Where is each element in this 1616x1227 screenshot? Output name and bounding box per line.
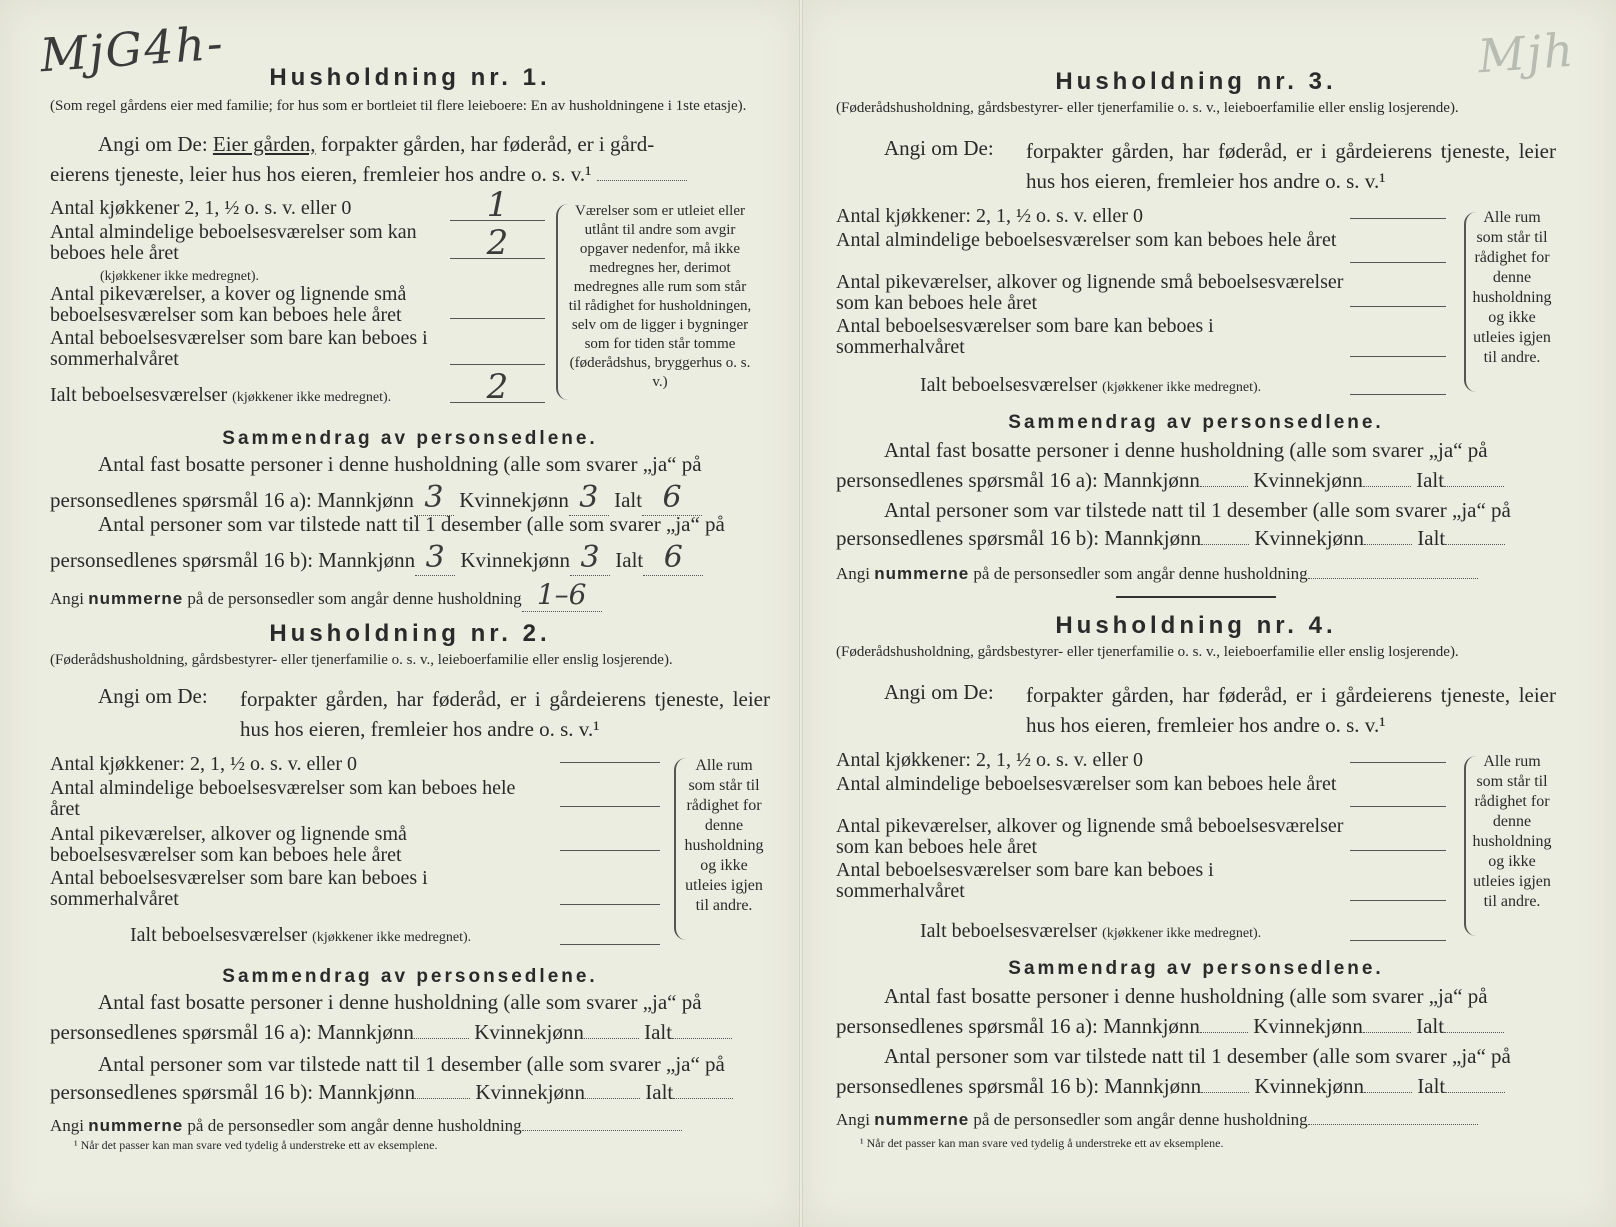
- household-3-numbers-line: [836, 562, 1478, 584]
- s16b-female-label: Kvinnekjønn: [1254, 1074, 1365, 1098]
- household-4-numbers-line: [836, 1108, 1478, 1130]
- s16a-total-answer[interactable]: [1444, 1016, 1504, 1033]
- angi-bold: nummerne: [874, 564, 970, 583]
- s16a-male-answer[interactable]: [1200, 1016, 1248, 1033]
- rooms-year-answer[interactable]: [1350, 786, 1446, 807]
- footnote: ¹ Når det passer kan man svare ved tydelig å understreke ett av eksemplene.: [74, 1138, 438, 1152]
- status-options-cont: eierens tjeneste, leier hus hos eieren, fremleier hos andre o. s. v.¹: [50, 162, 592, 186]
- kitchens-label: Antal kjøkkener: 2, 1, ½ o. s. v. eller 0: [836, 205, 1143, 227]
- angi-prefix: Angi: [50, 1116, 84, 1135]
- s16b-line: [836, 1074, 1505, 1099]
- rooms-year-label: Antal almindelige beboelsesværelser som kan beboes hele året: [50, 777, 516, 820]
- s16a-male-label: personsedlenes spørsmål 16 a): Mannkjønn: [50, 488, 414, 512]
- household-3-side-note: Alle rum som står til rådighet for denne husholdning og ikke utleies igjen til andre.: [1472, 209, 1552, 366]
- summer-rooms-label: Antal beboelsesværelser som bare kan beboes i sommerhalvåret: [50, 867, 428, 910]
- s16a-total-label: Ialt: [614, 488, 643, 512]
- summer-rooms-label: Antal beboelsesværelser som bare kan beboes i sommerhalvåret: [836, 315, 1214, 358]
- summer-rooms-label: Antal beboelsesværelser som bare kan beboes i sommerhalvåret: [836, 859, 1214, 902]
- s16b-male-answer[interactable]: [1201, 528, 1249, 545]
- household-3-title: Husholdning nr. 3.: [1055, 68, 1337, 95]
- household-1-side-note: Værelser som er utleiet eller utlånt til andre som avgir opgaver nedenfor, må ikke medregnes her, derimot medregnes alle rum som står til rådighet for husholdningen, selv om de ligger i bygninger som for tiden står tomme (føderådshus, bryggerhus o. s. v.): [568, 203, 752, 390]
- angi-suffix: på de personsedler som angår denne husholdning: [973, 564, 1308, 583]
- maid-rooms-answer[interactable]: [1350, 286, 1446, 307]
- s16b-male-label: personsedlenes spørsmål 16 b): Mannkjønn: [50, 1080, 416, 1104]
- maid-rooms-label: Antal pikeværelser, alkover og lignende små beboelsesværelser som kan beboes hele året: [836, 815, 1344, 858]
- s16b-line: [50, 1080, 733, 1105]
- kitchens-label: Antal kjøkkener: 2, 1, ½ o. s. v. eller 0: [836, 749, 1143, 771]
- household-2-status-options: forpakter gården, har føderåd, er i gårdeierens tjeneste, leier hus hos eieren, fremleier hos andre o. s. v.¹: [240, 687, 770, 741]
- household-3-status-options: forpakter gården, har føderåd, er i gårdeierens tjeneste, leier hus hos eieren, fremleier hos andre o. s. v.¹: [1026, 139, 1556, 193]
- s16a-male-answer[interactable]: [414, 1022, 469, 1039]
- s16a-intro: Antal fast bosatte personer i denne husholdning (alle som svarer „ja“ på: [884, 984, 1488, 1008]
- s16a-line: [50, 1020, 732, 1045]
- s16b-male-answer[interactable]: [415, 1082, 470, 1099]
- kitchens-answer[interactable]: [560, 742, 660, 763]
- household-2-status-line: [98, 684, 208, 709]
- household-4-description: (Føderådshusholdning, gårdsbestyrer- eller tjenerfamilie o. s. v., leieboerfamilie eller enslig losjerende).: [836, 644, 1459, 660]
- household-2-numbers-line: [50, 1114, 682, 1136]
- s16a-female-label: Kvinnekjønn: [459, 488, 569, 512]
- s16a-male-answer[interactable]: [1200, 470, 1248, 487]
- angi-prefix: Angi: [836, 564, 870, 583]
- s16a-intro: Antal fast bosatte personer i denne husholdning (alle som svarer „ja“ på: [98, 452, 702, 476]
- household-2-summary-title: Sammendrag av personsedlene.: [222, 966, 598, 987]
- s16b-female-answer[interactable]: [1364, 528, 1412, 545]
- s16a-female-answer[interactable]: [1363, 1016, 1411, 1033]
- s16a-intro: Antal fast bosatte personer i denne husholdning (alle som svarer „ja“ på: [884, 438, 1488, 462]
- page-fold: [799, 0, 803, 1227]
- s16a-female-answer[interactable]: 3: [569, 480, 609, 516]
- s16b-line: [836, 526, 1505, 551]
- total-rooms-answer[interactable]: [560, 924, 660, 945]
- household-4-side-note: Alle rum som står til rådighet for denne husholdning og ikke utleies igjen til andre.: [1472, 753, 1552, 910]
- kitchens-answer[interactable]: 1: [450, 190, 545, 221]
- numbers-answer[interactable]: [522, 1114, 682, 1131]
- s16b-male-label: personsedlenes spørsmål 16 b): Mannkjønn: [50, 548, 416, 572]
- angi-om-label: Angi om De:: [884, 136, 994, 160]
- s16a-total-label: Ialt: [1416, 468, 1445, 492]
- s16b-intro: Antal personer som var tilstede natt til 1 desember (alle som svarer „ja“ på: [98, 1052, 725, 1076]
- summer-rooms-answer[interactable]: [560, 884, 660, 905]
- s16a-total-label: Ialt: [1416, 1014, 1445, 1038]
- total-rooms-label: Ialt beboelsesværelser: [920, 374, 1098, 396]
- household-4-status-line: [884, 680, 994, 705]
- maid-rooms-label: Antal pikeværelser, alkover og lignende små beboelsesværelser som kan beboes hele året: [836, 271, 1344, 314]
- s16a-female-answer[interactable]: [1363, 470, 1411, 487]
- total-rooms-answer[interactable]: 2: [450, 372, 545, 403]
- s16a-male-label: personsedlenes spørsmål 16 a): Mannkjønn: [836, 1014, 1200, 1038]
- angi-suffix: på de personsedler som angår denne husholdning: [187, 589, 522, 608]
- handwritten-margin-note-right: Mjh: [1476, 22, 1577, 84]
- s16a-line: [836, 468, 1504, 493]
- s16a-intro: Antal fast bosatte personer i denne husholdning (alle som svarer „ja“ på: [98, 990, 702, 1014]
- total-rooms-line: [130, 924, 471, 947]
- household-3-description: (Føderådshusholdning, gårdsbestyrer- eller tjenerfamilie o. s. v., leieboerfamilie eller enslig losjerende).: [836, 100, 1459, 116]
- total-rooms-label: Ialt beboelsesværelser: [920, 920, 1098, 942]
- household-1-title: Husholdning nr. 1.: [269, 64, 551, 91]
- rooms-year-answer[interactable]: [560, 786, 660, 807]
- s16b-female-label: Kvinnekjønn: [1254, 526, 1365, 550]
- total-rooms-line: [920, 920, 1261, 943]
- maid-rooms-answer[interactable]: [1350, 830, 1446, 851]
- kitchens-label: Antal kjøkkener 2, 1, ½ o. s. v. eller 0: [50, 197, 352, 219]
- angi-om-label: Angi om De:: [884, 680, 994, 704]
- household-1-status-line-1: [98, 132, 654, 157]
- household-4-status-options: forpakter gården, har føderåd, er i gårdeierens tjeneste, leier hus hos eieren, fremleier hos andre o. s. v.¹: [1026, 683, 1556, 737]
- rooms-year-label: Antal almindelige beboelsesværelser som kan beboes hele året: [50, 221, 417, 264]
- total-rooms-note: (kjøkkener ikke medregnet).: [1102, 926, 1262, 941]
- household-2-side-note: Alle rum som står til rådighet for denne husholdning og ikke utleies igjen til andre.: [684, 757, 764, 914]
- s16b-intro: Antal personer som var tilstede natt til 1 desember (alle som svarer „ja“ på: [884, 1044, 1511, 1068]
- kitchens-answer[interactable]: [1350, 742, 1446, 763]
- s16b-total-label: Ialt: [1417, 1074, 1446, 1098]
- s16b-male-label: personsedlenes spørsmål 16 b): Mannkjønn: [836, 1074, 1202, 1098]
- summer-rooms-answer[interactable]: [1350, 880, 1446, 901]
- angi-prefix: Angi: [50, 589, 84, 608]
- rooms-year-answer[interactable]: [1350, 242, 1446, 263]
- household-2-title: Husholdning nr. 2.: [269, 620, 551, 647]
- total-rooms-label: Ialt beboelsesværelser: [50, 384, 228, 406]
- total-rooms-note: (kjøkkener ikke medregnet).: [312, 930, 472, 945]
- total-rooms-note: (kjøkkener ikke medregnet).: [232, 390, 392, 405]
- household-2-description: (Føderådshusholdning, gårdsbestyrer- eller tjenerfamilie o. s. v., leieboerfamilie eller enslig losjerende).: [50, 652, 673, 668]
- s16b-line: [50, 540, 703, 576]
- total-rooms-note: (kjøkkener ikke medregnet).: [1102, 380, 1262, 395]
- s16b-total-answer[interactable]: [1445, 528, 1505, 545]
- rooms-year-label: Antal almindelige beboelsesværelser som kan beboes hele året: [836, 773, 1337, 795]
- kitchens-answer[interactable]: [1350, 198, 1446, 219]
- s16b-intro: Antal personer som var tilstede natt til 1 desember (alle som svarer „ja“ på: [884, 498, 1511, 522]
- s16b-total-label: Ialt: [645, 1080, 674, 1104]
- household-4-summary-title: Sammendrag av personsedlene.: [1008, 958, 1384, 979]
- s16b-total-label: Ialt: [615, 548, 644, 572]
- s16a-line: [50, 480, 702, 516]
- s16a-total-label: Ialt: [644, 1020, 673, 1044]
- s16a-female-label: Kvinnekjønn: [1253, 468, 1363, 492]
- angi-om-label: Angi om De:: [98, 684, 208, 708]
- angi-bold: nummerne: [874, 1110, 970, 1129]
- angi-suffix: på de personsedler som angår denne husholdning: [187, 1116, 522, 1135]
- maid-rooms-label: Antal pikeværelser, alkover og lignende små beboelsesværelser som kan beboes hele året: [50, 823, 407, 866]
- s16a-total-answer[interactable]: 6: [642, 480, 702, 516]
- s16b-total-answer[interactable]: [673, 1082, 733, 1099]
- s16b-total-answer[interactable]: [1445, 1076, 1505, 1093]
- angi-prefix: Angi: [836, 1110, 870, 1129]
- s16b-female-label: Kvinnekjønn: [460, 548, 571, 572]
- numbers-answer[interactable]: 1–6: [522, 578, 602, 612]
- s16a-line: [836, 1014, 1504, 1039]
- household-1-description: (Som regel gårdens eier med familie; for hus som er bortleiet til flere leieboere: En av husholdningene i 1ste etasje).: [50, 98, 747, 114]
- rooms-year-label: Antal almindelige beboelsesværelser som kan beboes hele året: [836, 229, 1337, 251]
- footnote: ¹ Når det passer kan man svare ved tydelig å understreke ett av eksemplene.: [860, 1136, 1224, 1150]
- handwritten-margin-note-left: MjG4h-: [38, 15, 227, 83]
- s16b-female-label: Kvinnekjønn: [475, 1080, 586, 1104]
- s16b-male-answer[interactable]: 3: [415, 540, 455, 576]
- household-3-summary-title: Sammendrag av personsedlene.: [1008, 412, 1384, 433]
- total-rooms-label: Ialt beboelsesværelser: [130, 924, 308, 946]
- s16a-male-label: personsedlenes spørsmål 16 a): Mannkjønn: [50, 1020, 414, 1044]
- household-1-numbers-line: [50, 578, 602, 612]
- status-options: forpakter gården, har føderåd, er i gård-: [320, 132, 655, 156]
- s16b-male-label: personsedlenes spørsmål 16 b): Mannkjønn: [836, 526, 1202, 550]
- summer-rooms-answer[interactable]: [450, 344, 545, 365]
- kitchen-excluded-note: (kjøkkener ikke medregnet).: [100, 269, 259, 284]
- s16a-female-label: Kvinnekjønn: [474, 1020, 584, 1044]
- maid-rooms-answer[interactable]: [450, 298, 545, 319]
- status-fill-field[interactable]: [597, 164, 687, 181]
- household-1-status-line-2: [50, 162, 687, 187]
- s16b-female-answer[interactable]: [585, 1082, 640, 1099]
- s16b-female-answer[interactable]: 3: [570, 540, 610, 576]
- s16a-female-answer[interactable]: [584, 1022, 639, 1039]
- angi-suffix: på de personsedler som angår denne husholdning: [973, 1110, 1308, 1129]
- total-rooms-answer[interactable]: [1350, 374, 1446, 395]
- angi-om-label: Angi om De:: [98, 132, 208, 156]
- summer-rooms-label: Antal beboelsesværelser som bare kan beboes i sommerhalvåret: [50, 327, 428, 370]
- numbers-answer[interactable]: [1308, 562, 1478, 579]
- s16a-female-label: Kvinnekjønn: [1253, 1014, 1363, 1038]
- total-rooms-line: [920, 374, 1261, 397]
- s16a-total-answer[interactable]: [1444, 470, 1504, 487]
- angi-bold: nummerne: [88, 589, 184, 608]
- summer-rooms-answer[interactable]: [1350, 336, 1446, 357]
- numbers-answer[interactable]: [1308, 1108, 1478, 1125]
- total-rooms-answer[interactable]: [1350, 920, 1446, 941]
- status-selected-owner[interactable]: Eier gården,: [212, 132, 316, 156]
- section-separator: [1116, 596, 1276, 598]
- s16b-male-answer[interactable]: [1201, 1076, 1249, 1093]
- maid-rooms-label: Antal pikeværelser, a kover og lignende små beboelsesværelser som kan beboes hele året: [50, 283, 407, 326]
- kitchens-label: Antal kjøkkener: 2, 1, ½ o. s. v. eller 0: [50, 753, 357, 775]
- household-3-status-line: [884, 136, 994, 161]
- household-1-summary-title: Sammendrag av personsedlene.: [222, 428, 598, 449]
- angi-bold: nummerne: [88, 1116, 184, 1135]
- rooms-year-answer[interactable]: 2: [450, 228, 545, 259]
- total-rooms-line: [50, 384, 391, 407]
- s16b-total-answer[interactable]: 6: [643, 540, 703, 576]
- household-4-title: Husholdning nr. 4.: [1055, 612, 1337, 639]
- s16a-male-label: personsedlenes spørsmål 16 a): Mannkjønn: [836, 468, 1200, 492]
- s16a-total-answer[interactable]: [672, 1022, 732, 1039]
- s16a-male-answer[interactable]: 3: [414, 480, 454, 516]
- maid-rooms-answer[interactable]: [560, 830, 660, 851]
- s16b-female-answer[interactable]: [1364, 1076, 1412, 1093]
- s16b-total-label: Ialt: [1417, 526, 1446, 550]
- s16b-intro: Antal personer som var tilstede natt til 1 desember (alle som svarer „ja“ på: [98, 512, 725, 536]
